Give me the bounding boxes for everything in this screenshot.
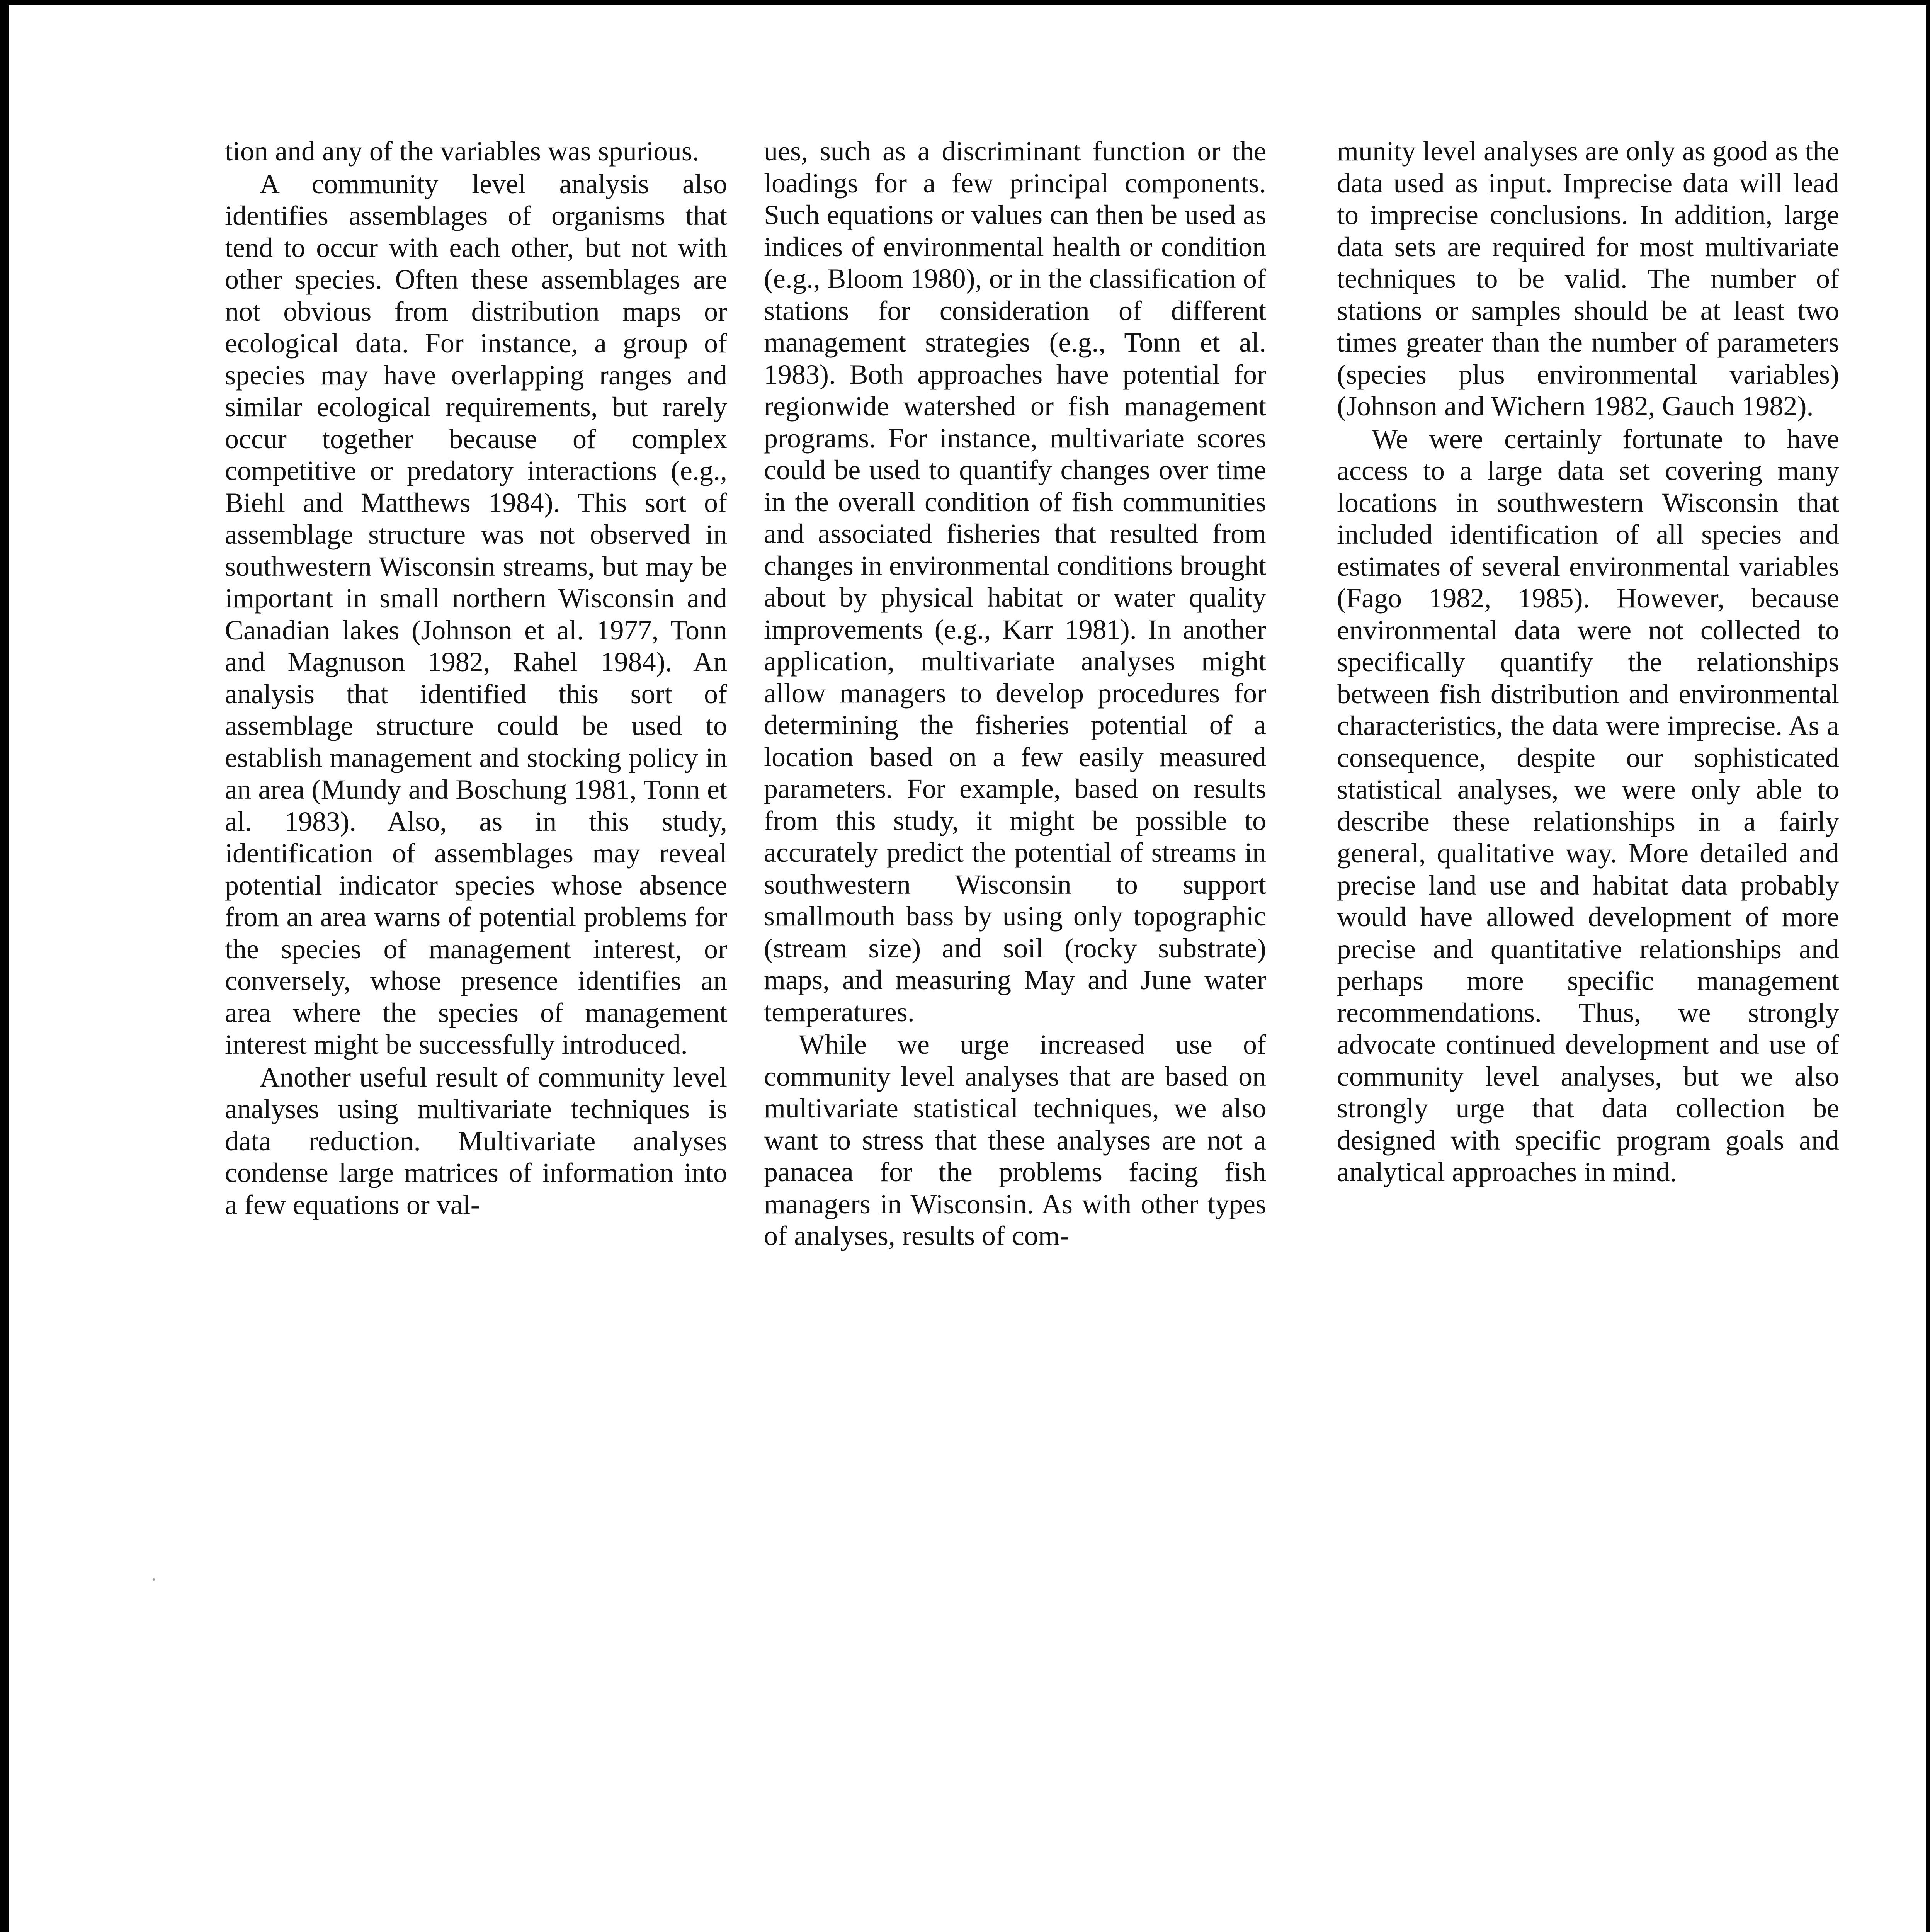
paragraph: We were certainly fortunate to have access to a large data set covering many locations in southwestern Wisconsin that included identification of all species and estimates of several environmental variables (Fago 1982, 1985). However, because environmental data were not collected to specifically quantify the relationships between fish distribution and environmental characteristics, the data were imprecise. As a consequence, despite our sophisticated statistical analyses, we were only able to describe these relationships in a fairly general, qualitative way. More detailed and precise land use and habitat data probably would have allowed development of more precise and quantitative relationships and perhaps more specific management recommendations. Thus, we strongly advocate continued development and use of community level analyses, but we also strongly urge that data collection be designed with specific program goals and analytical approaches in mind.	[1337, 423, 1839, 1187]
paragraph: While we urge increased use of community level analyses that are based on multivariate statistical techniques, we also want to stress that these analyses are not a panacea for the problems facing fish managers in Wisconsin. As with other types of analyses, results of com-	[764, 1029, 1266, 1251]
text-column-2	[764, 135, 1266, 1252]
text-column-1	[225, 135, 727, 1221]
paragraph: tion and any of the variables was spurious.	[225, 136, 699, 167]
paragraph: munity level analyses are only as good as the data used as input. Imprecise data will lead to imprecise conclusions. In addition, large data sets are required for most multivariate techniques to be valid. The number of stations or samples should be at least two times greater than the number of parameters (species plus environmental variables) (Johnson and Wichern 1982, Gauch 1982).	[1337, 136, 1839, 422]
scan-speck	[153, 1578, 155, 1581]
paragraph: A community level analysis also identifies assemblages of organisms that tend to occur with each other, but not with other species. Often these assemblages are not obvious from distribution maps or ecological data. For instance, a group of species may have overlapping ranges and similar ecological requirements, but rarely occur together because of complex competitive or predatory interactions (e.g., Biehl and Matthews 1984). This sort of assemblage structure was not observed in southwestern Wisconsin streams, but may be important in small northern Wisconsin and Canadian lakes (Johnson et al. 1977, Tonn and Magnuson 1982, Rahel 1984). An analysis that identified this sort of assemblage structure could be used to establish management and stocking policy in an area (Mundy and Boschung 1981, Tonn et al. 1983). Also, as in this study, identification of assemblages may reveal potential indicator species whose absence from an area warns of potential problems for the species of management interest, or conversely, whose presence identifies an area where the species of management interest might be successfully introduced.	[225, 168, 727, 1060]
paragraph: Another useful result of community level analyses using multivariate techniques is data reduction. Multivariate analyses condense large matrices of information into a few equations or val-	[225, 1061, 727, 1220]
paragraph: ues, such as a discriminant function or the loadings for a few principal components. Such equations or values can then be used as indices of environmental health or condition (e.g., Bloom 1980), or in the classification of stations for consideration of different management strategies (e.g., Tonn et al. 1983). Both approaches have potential for regionwide watershed or fish management programs. For instance, multivariate scores could be used to quantify changes over time in the overall condition of fish communities and associated fisheries that resulted from changes in environmental conditions brought about by physical habitat or water quality improvements (e.g., Karr 1981). In another application, multivariate analyses might allow managers to develop procedures for determining the fisheries potential of a location based on a few easily measured parameters. For example, based on results from this study, it might be possible to accurately predict the potential of streams in southwestern Wisconsin to support smallmouth bass by using only topographic (stream size) and soil (rocky substrate) maps, and measuring May and June water temperatures.	[764, 136, 1266, 1027]
text-column-3	[1337, 135, 1839, 1188]
